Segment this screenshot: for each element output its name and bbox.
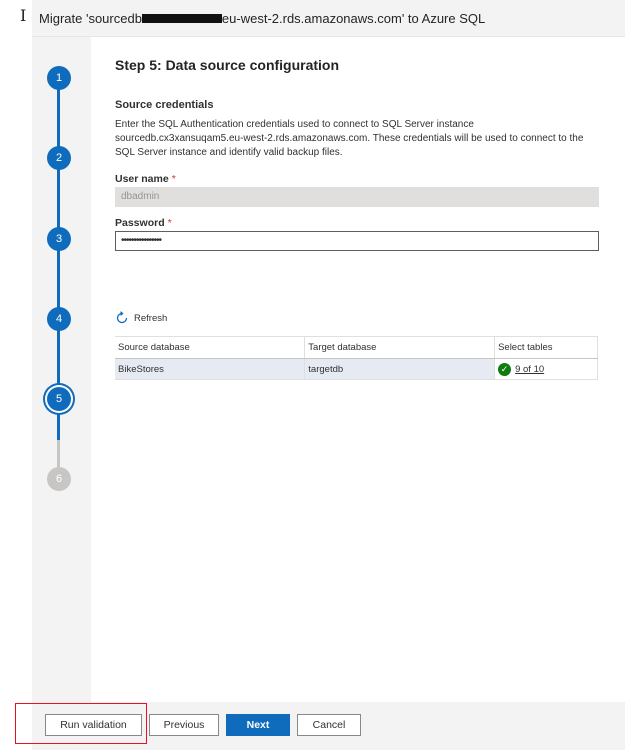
- step-4-indicator[interactable]: 4: [47, 307, 71, 331]
- title-bar: [32, 0, 625, 37]
- success-check-icon: ✓: [498, 363, 511, 376]
- wizard-stepper: [32, 37, 91, 702]
- section-description: Enter the SQL Authentication credentials used to connect to SQL Server instance sourcedb.cx3xansuqam5.eu-west-2.rds.amazonaws.com. These credentials will be used to connect to the SQL Server instance and identify valid backup files.: [115, 119, 584, 158]
- step-6-indicator: 6: [47, 467, 71, 491]
- step-5-indicator[interactable]: 5: [47, 387, 71, 411]
- cancel-button[interactable]: Cancel: [297, 714, 361, 736]
- step-2-indicator[interactable]: 2: [47, 146, 71, 170]
- database-mapping-table: [115, 336, 598, 380]
- target-database-cell: targetdb: [305, 359, 495, 380]
- window-title: Migrate 'sourcedb eu-west-2.rds.amazonaws.com' to Azure SQL: [39, 11, 486, 26]
- refresh-icon: [115, 311, 129, 325]
- refresh-label: Refresh: [134, 312, 168, 324]
- required-marker: *: [167, 217, 172, 229]
- password-input[interactable]: ••••••••••••••••: [115, 231, 599, 251]
- column-header-tables: Select tables: [495, 337, 598, 359]
- table-header-row: [115, 337, 598, 359]
- required-marker: *: [171, 173, 176, 185]
- select-tables-cell: [495, 359, 598, 380]
- step-3-indicator[interactable]: 3: [47, 227, 71, 251]
- source-database-cell: BikeStores: [115, 359, 305, 380]
- section-title: Source credentials: [115, 99, 214, 111]
- refresh-button[interactable]: [115, 311, 167, 325]
- password-label: Password *: [115, 217, 172, 229]
- select-tables-link[interactable]: 9 of 10: [515, 363, 545, 375]
- step-1-indicator[interactable]: 1: [47, 66, 71, 90]
- page-title: Step 5: Data source configuration: [115, 57, 340, 73]
- username-input: dbadmin: [115, 187, 599, 207]
- next-button[interactable]: Next: [226, 714, 290, 736]
- table-row[interactable]: [115, 359, 598, 380]
- column-header-target: Target database: [305, 337, 495, 359]
- username-label: User name *: [115, 173, 176, 185]
- text-cursor-icon: I: [20, 6, 27, 25]
- redacted-block: [142, 14, 222, 23]
- column-header-source: Source database: [115, 337, 305, 359]
- stepper-progress-line: [57, 78, 60, 440]
- previous-button[interactable]: Previous: [149, 714, 219, 736]
- run-validation-button[interactable]: Run validation: [45, 714, 142, 736]
